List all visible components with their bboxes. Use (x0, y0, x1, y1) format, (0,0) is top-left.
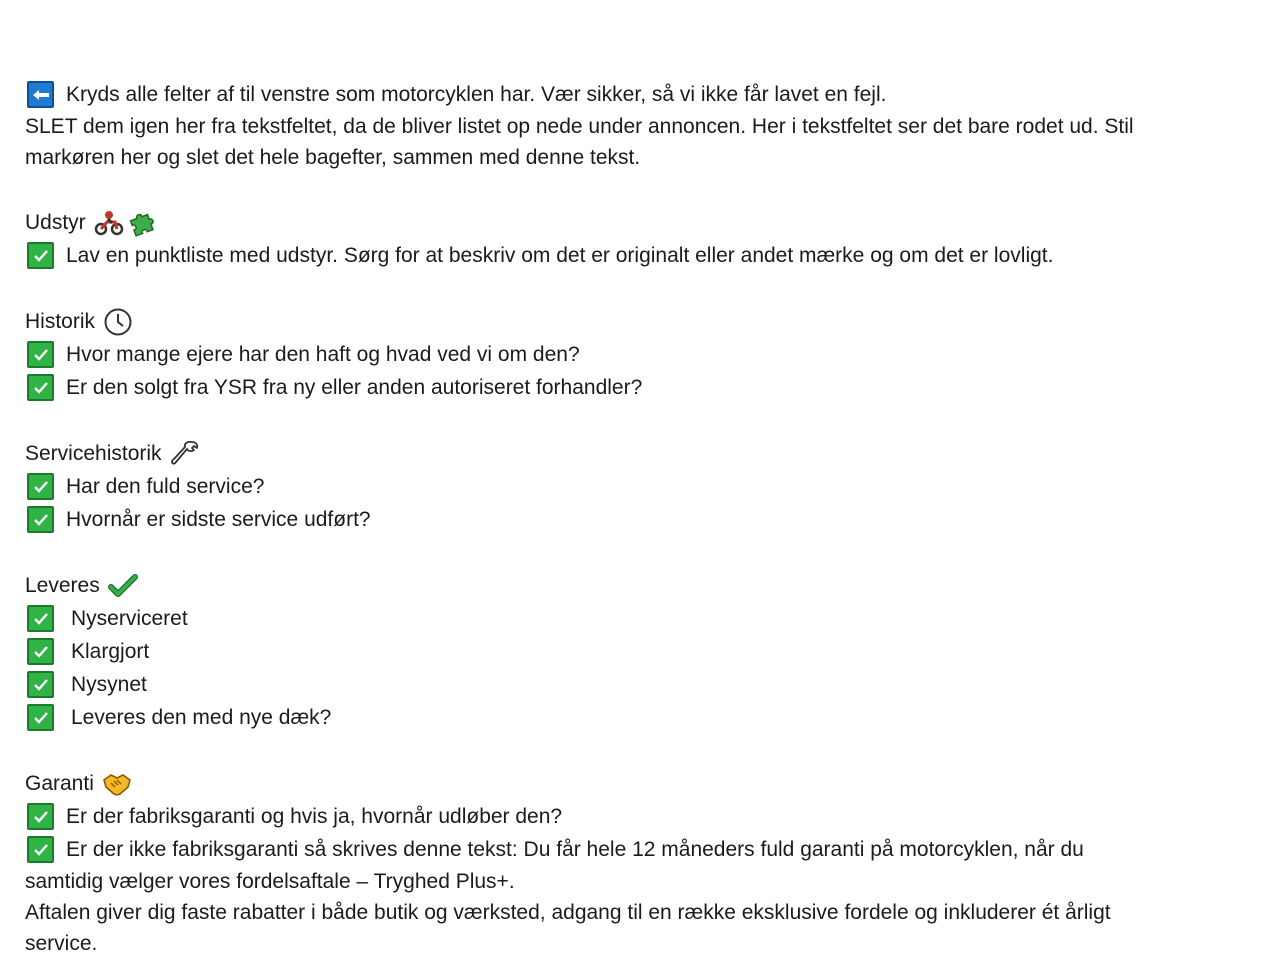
section-heading-historik (25, 305, 1265, 338)
list-item (25, 800, 1265, 833)
section-title: Servicehistorik (25, 442, 162, 465)
motorcyclist-icon (94, 210, 124, 236)
checkbox-checked-icon (27, 704, 54, 731)
section-title: Historik (25, 310, 96, 333)
checkbox-checked-icon (27, 836, 54, 863)
list-item-text: Nysynet (71, 673, 147, 696)
checkbox-checked-icon (27, 671, 54, 698)
list-item-text: Hvornår er sidste service udført? (66, 508, 371, 531)
list-item-text: Lav en punktliste med udstyr. Sørg for at beskriv om det er originalt eller andet mærke og om det er lovligt. (66, 244, 1054, 267)
list-item-text: Har den fuld service? (66, 475, 265, 498)
wrench-icon (170, 439, 200, 469)
list-item-text: Klargjort (71, 640, 150, 663)
section-heading-garanti (25, 767, 1265, 800)
garanti-continuation-1: samtidig vælger vores fordelsaftale – Tryghed Plus+. (25, 870, 515, 893)
list-item-text: Hvor mange ejere har den haft og hvad ved vi om den? (66, 343, 580, 366)
left-arrow-icon (27, 81, 54, 108)
list-item (25, 701, 1265, 734)
puzzle-piece-icon (128, 209, 156, 237)
section-title: Udstyr (25, 211, 86, 234)
checkbox-checked-icon (27, 605, 54, 632)
list-item (25, 602, 1265, 635)
section-heading-servicehistorik (25, 437, 1265, 470)
list-item-text: Er den solgt fra YSR fra ny eller anden autoriseret forhandler? (66, 376, 643, 399)
list-item (25, 503, 1265, 536)
checkbox-checked-icon (27, 242, 54, 269)
handshake-icon (102, 771, 132, 797)
list-item (25, 239, 1265, 272)
list-item (25, 338, 1265, 371)
list-item (25, 668, 1265, 701)
list-item-text: Er der fabriksgaranti og hvis ja, hvornår udløber den? (66, 805, 563, 828)
list-item (25, 635, 1265, 668)
intro-text-line-3: markøren her og slet det hele bagefter, sammen med denne tekst. (25, 146, 641, 169)
checkbox-checked-icon (27, 473, 54, 500)
section-title: Leveres (25, 574, 100, 597)
list-item (25, 371, 1265, 404)
section-heading-leveres (25, 569, 1265, 602)
checkbox-checked-icon (27, 506, 54, 533)
list-item-text: Nyserviceret (71, 607, 188, 630)
list-item (25, 833, 1265, 866)
section-heading-udstyr (25, 206, 1265, 239)
intro-text-line-2: SLET dem igen her fra tekstfeltet, da de bliver listet op nede under annoncen. Her i tekstfeltet ser det bare rodet ud. Stil (25, 115, 1134, 138)
list-item-text: Er der ikke fabriksgaranti så skrives denne tekst: Du får hele 12 måneders fuld garanti på motorcyklen, når du (66, 838, 1084, 861)
checkbox-checked-icon (27, 374, 54, 401)
checkbox-checked-icon (27, 638, 54, 665)
clock-icon (103, 307, 133, 337)
check-mark-icon (108, 574, 138, 598)
list-item-text: Leveres den med nye dæk? (71, 706, 332, 729)
garanti-continuation-2: Aftalen giver dig faste rabatter i både butik og værksted, adgang til en række eksklusive fordele og inkluderer ét årligt (25, 901, 1111, 924)
intro-line (25, 78, 1265, 111)
garanti-continuation-3: service. (25, 932, 98, 955)
checkbox-checked-icon (27, 341, 54, 368)
checkbox-checked-icon (27, 803, 54, 830)
list-item (25, 470, 1265, 503)
section-title: Garanti (25, 772, 94, 795)
intro-text: Kryds alle felter af til venstre som motorcyklen har. Vær sikker, så vi ikke får lavet en fejl. (66, 83, 887, 106)
document-body (25, 78, 1265, 959)
